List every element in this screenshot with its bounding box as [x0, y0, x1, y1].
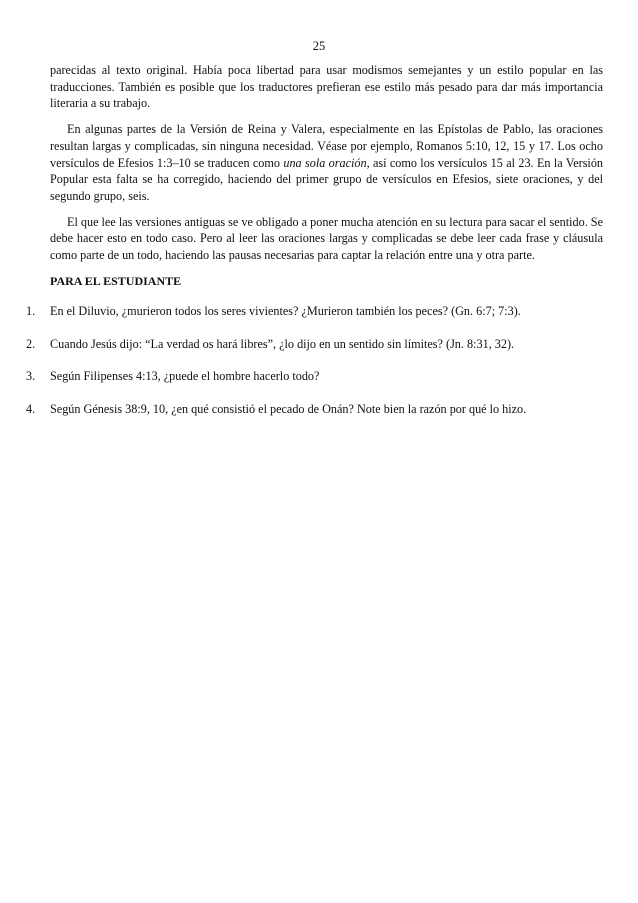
question-text: Según Génesis 38:9, 10, ¿en qué consistió el pecado de Onán? Note bien la razón por qué lo hizo.	[50, 401, 527, 416]
student-questions-list	[26, 303, 603, 418]
page-number: 25	[312, 39, 326, 53]
question-text: Según Filipenses 4:13, ¿puede el hombre hacerlo todo?	[50, 369, 320, 384]
student-question	[26, 336, 603, 353]
body-paragraph-3: El que lee las versiones antiguas se ve obligado a poner mucha atención en su lectura para sacar el sentido. Se debe hacer esto en todo caso. Pero al leer las oraciones largas y complicadas se debe leer cada frase y cláusula como parte de un todo, haciendo las pausas necesarias para captar la relación entre una y otra parte.	[50, 214, 603, 263]
body-paragraph-2-italic-phrase: una sola oración	[283, 155, 367, 170]
body-paragraph-1: parecidas al texto original. Había poca libertad para usar modismos semejantes y un estilo popular en las traducciones. También es posible que los traductores prefieran ese estilo más pesado para dar más importancia literaria a su trabajo.	[50, 63, 603, 111]
body-paragraph-2-text-after: , así como los versículos 15 al 23. En la Versión Popular esta falta se ha corregido, haciendo del primer grupo de versículos en Efesios, siete oraciones, y del segundo grupo, seis.	[50, 155, 604, 203]
question-number: 4.	[26, 401, 36, 416]
question-number: 1.	[26, 304, 36, 319]
question-text: En el Diluvio, ¿murieron todos los seres vivientes? ¿Murieron también los peces? (Gn. 6:7; 7:3).	[50, 304, 521, 319]
student-question	[26, 401, 603, 418]
page-content	[26, 62, 604, 433]
question-text: Cuando Jesús dijo: “La verdad os hará libres”, ¿lo dijo en un sentido sin límites? (Jn. 8:31, 32).	[50, 336, 515, 351]
question-number: 3.	[26, 369, 36, 384]
body-paragraph-2	[50, 121, 603, 205]
question-number: 2.	[26, 336, 36, 351]
body-paragraph-2-text-before: En algunas partes de la Versión de Reina y Valera, especialmente en las Epístolas de Pablo, las oraciones resultan largas y complicadas, sin ninguna necesidad. Véase por ejemplo, Romanos 5:10, 12, 15 y 17. Los ocho versículos de Efesios 1:3–10 se traducen como	[50, 122, 603, 170]
student-question	[26, 303, 603, 320]
student-question	[26, 368, 603, 385]
student-section-heading: PARA EL ESTUDIANTE	[50, 273, 182, 288]
